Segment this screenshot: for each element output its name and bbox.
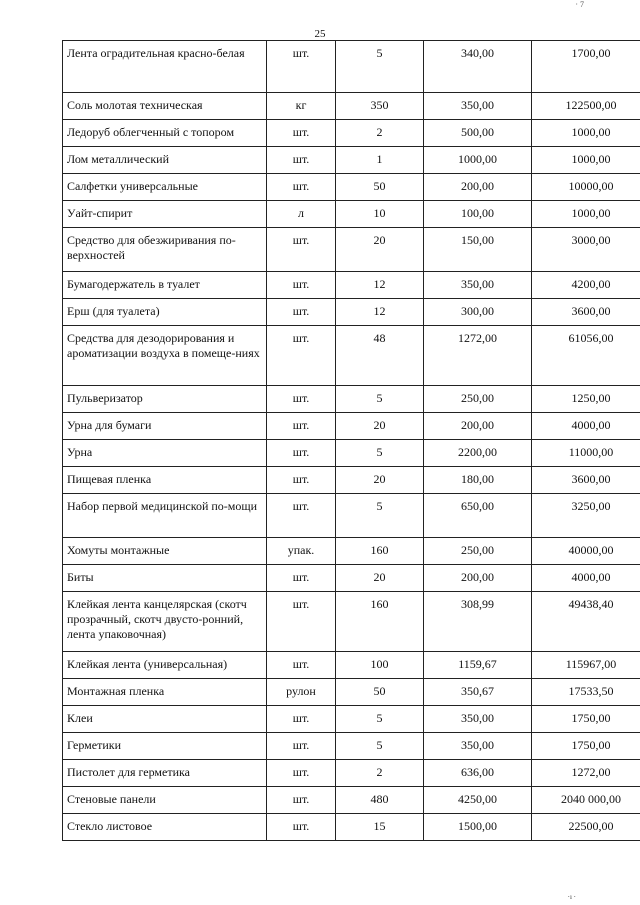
item-name-cell: Набор первой медицинской по-мощи [63,494,267,538]
table-row [63,494,640,538]
item-price-cell: 350,00 [424,733,532,760]
item-unit-cell: шт. [267,592,336,652]
item-name-cell: Урна [63,440,267,467]
table-row [63,538,640,565]
item-name-cell: Бумагодержатель в туалет [63,272,267,299]
item-price-cell: 100,00 [424,201,532,228]
table-row [63,272,640,299]
item-total-cell: 3000,00 [532,228,640,272]
item-quantity-cell: 48 [336,326,424,386]
table-row [63,147,640,174]
item-total-cell: 1250,00 [532,386,640,413]
item-unit-cell: шт. [267,814,336,841]
item-unit-cell: шт. [267,760,336,787]
item-price-cell: 350,67 [424,679,532,706]
item-quantity-cell: 5 [336,440,424,467]
item-total-cell: 115967,00 [532,652,640,679]
item-quantity-cell: 480 [336,787,424,814]
table-row [63,120,640,147]
item-total-cell: 1000,00 [532,147,640,174]
item-name-cell: Соль молотая техническая [63,93,267,120]
item-price-cell: 250,00 [424,538,532,565]
table-row [63,652,640,679]
table-row [63,440,640,467]
table-row [63,386,640,413]
item-unit-cell: шт. [267,565,336,592]
item-unit-cell: шт. [267,41,336,93]
table-row [63,565,640,592]
item-quantity-cell: 160 [336,592,424,652]
item-total-cell: 4200,00 [532,272,640,299]
item-quantity-cell: 5 [336,386,424,413]
table-row [63,201,640,228]
item-total-cell: 1750,00 [532,706,640,733]
item-name-cell: Салфетки универсальные [63,174,267,201]
item-unit-cell: шт. [267,386,336,413]
item-quantity-cell: 10 [336,201,424,228]
item-total-cell: 122500,00 [532,93,640,120]
item-quantity-cell: 20 [336,565,424,592]
item-name-cell: Клейкая лента (универсальная) [63,652,267,679]
item-name-cell: Пищевая пленка [63,467,267,494]
item-total-cell: 4000,00 [532,413,640,440]
item-unit-cell: шт. [267,299,336,326]
item-unit-cell: шт. [267,272,336,299]
item-price-cell: 2200,00 [424,440,532,467]
item-quantity-cell: 5 [336,494,424,538]
item-quantity-cell: 20 [336,467,424,494]
item-quantity-cell: 2 [336,120,424,147]
item-name-cell: Клейкая лента канцелярская (скотч прозрачный, скотч двусто-ронний, лента упаковочная) [63,592,267,652]
item-unit-cell: шт. [267,174,336,201]
table-row [63,787,640,814]
item-price-cell: 350,00 [424,93,532,120]
item-unit-cell: шт. [267,147,336,174]
item-name-cell: Средства для дезодорирования и ароматизации воздуха в помеще-ниях [63,326,267,386]
item-unit-cell: шт. [267,467,336,494]
item-total-cell: 49438,40 [532,592,640,652]
table-row [63,93,640,120]
item-quantity-cell: 20 [336,228,424,272]
item-price-cell: 4250,00 [424,787,532,814]
item-total-cell: 1750,00 [532,733,640,760]
item-name-cell: Уайт-спирит [63,201,267,228]
item-unit-cell: шт. [267,494,336,538]
corner-mark: · 7 [575,0,584,9]
item-name-cell: Хомуты монтажные [63,538,267,565]
item-total-cell: 22500,00 [532,814,640,841]
item-total-cell: 1272,00 [532,760,640,787]
item-total-cell: 61056,00 [532,326,640,386]
item-unit-cell: шт. [267,228,336,272]
item-unit-cell: шт. [267,733,336,760]
item-unit-cell: шт. [267,440,336,467]
item-total-cell: 11000,00 [532,440,640,467]
item-name-cell: Стеновые панели [63,787,267,814]
item-name-cell: Герметики [63,733,267,760]
table-row [63,41,640,93]
item-price-cell: 1000,00 [424,147,532,174]
item-name-cell: Биты [63,565,267,592]
item-price-cell: 250,00 [424,386,532,413]
item-price-cell: 150,00 [424,228,532,272]
item-price-cell: 1500,00 [424,814,532,841]
item-total-cell: 3250,00 [532,494,640,538]
item-price-cell: 300,00 [424,299,532,326]
item-unit-cell: шт. [267,787,336,814]
table-row [63,228,640,272]
item-price-cell: 308,99 [424,592,532,652]
item-quantity-cell: 2 [336,760,424,787]
item-total-cell: 3600,00 [532,467,640,494]
item-total-cell: 3600,00 [532,299,640,326]
item-total-cell: 17533,50 [532,679,640,706]
item-total-cell: 1000,00 [532,201,640,228]
table-row [63,760,640,787]
item-price-cell: 200,00 [424,565,532,592]
item-quantity-cell: 20 [336,413,424,440]
item-price-cell: 200,00 [424,174,532,201]
item-quantity-cell: 100 [336,652,424,679]
item-price-cell: 350,00 [424,272,532,299]
item-price-cell: 1159,67 [424,652,532,679]
item-total-cell: 4000,00 [532,565,640,592]
item-name-cell: Стекло листовое [63,814,267,841]
item-unit-cell: л [267,201,336,228]
item-price-cell: 1272,00 [424,326,532,386]
item-price-cell: 350,00 [424,706,532,733]
item-unit-cell: шт. [267,326,336,386]
table-row [63,174,640,201]
item-name-cell: Клеи [63,706,267,733]
table-row [63,592,640,652]
item-quantity-cell: 50 [336,174,424,201]
item-quantity-cell: 5 [336,41,424,93]
item-total-cell: 1000,00 [532,120,640,147]
items-table [62,40,640,841]
item-price-cell: 180,00 [424,467,532,494]
item-name-cell: Урна для бумаги [63,413,267,440]
item-price-cell: 200,00 [424,413,532,440]
item-unit-cell: шт. [267,706,336,733]
item-total-cell: 1700,00 [532,41,640,93]
item-quantity-cell: 5 [336,706,424,733]
item-quantity-cell: 15 [336,814,424,841]
table-row [63,299,640,326]
item-quantity-cell: 160 [336,538,424,565]
item-total-cell: 2040 000,00 [532,787,640,814]
item-unit-cell: рулон [267,679,336,706]
table-row [63,413,640,440]
item-price-cell: 650,00 [424,494,532,538]
item-name-cell: Ерш (для туалета) [63,299,267,326]
item-price-cell: 636,00 [424,760,532,787]
table-row [63,467,640,494]
item-quantity-cell: 50 [336,679,424,706]
item-name-cell: Монтажная пленка [63,679,267,706]
item-total-cell: 40000,00 [532,538,640,565]
table-row [63,733,640,760]
item-unit-cell: кг [267,93,336,120]
item-name-cell: Лента оградительная красно-белая [63,41,267,93]
item-name-cell: Пистолет для герметика [63,760,267,787]
item-name-cell: Пульверизатор [63,386,267,413]
page-number: 25 [314,28,326,40]
item-name-cell: Лом металлический [63,147,267,174]
footer-mark: ·ı · [567,893,576,901]
item-quantity-cell: 350 [336,93,424,120]
item-price-cell: 340,00 [424,41,532,93]
item-total-cell: 10000,00 [532,174,640,201]
table-row [63,814,640,841]
item-price-cell: 500,00 [424,120,532,147]
item-unit-cell: шт. [267,652,336,679]
item-quantity-cell: 5 [336,733,424,760]
item-quantity-cell: 12 [336,272,424,299]
item-quantity-cell: 12 [336,299,424,326]
table-row [63,326,640,386]
table-row [63,679,640,706]
item-quantity-cell: 1 [336,147,424,174]
item-unit-cell: шт. [267,120,336,147]
items-table-body [63,41,640,841]
item-name-cell: Ледоруб облегченный с топором [63,120,267,147]
item-unit-cell: упак. [267,538,336,565]
item-unit-cell: шт. [267,413,336,440]
item-name-cell: Средство для обезжиривания по-верхностей [63,228,267,272]
table-row [63,706,640,733]
